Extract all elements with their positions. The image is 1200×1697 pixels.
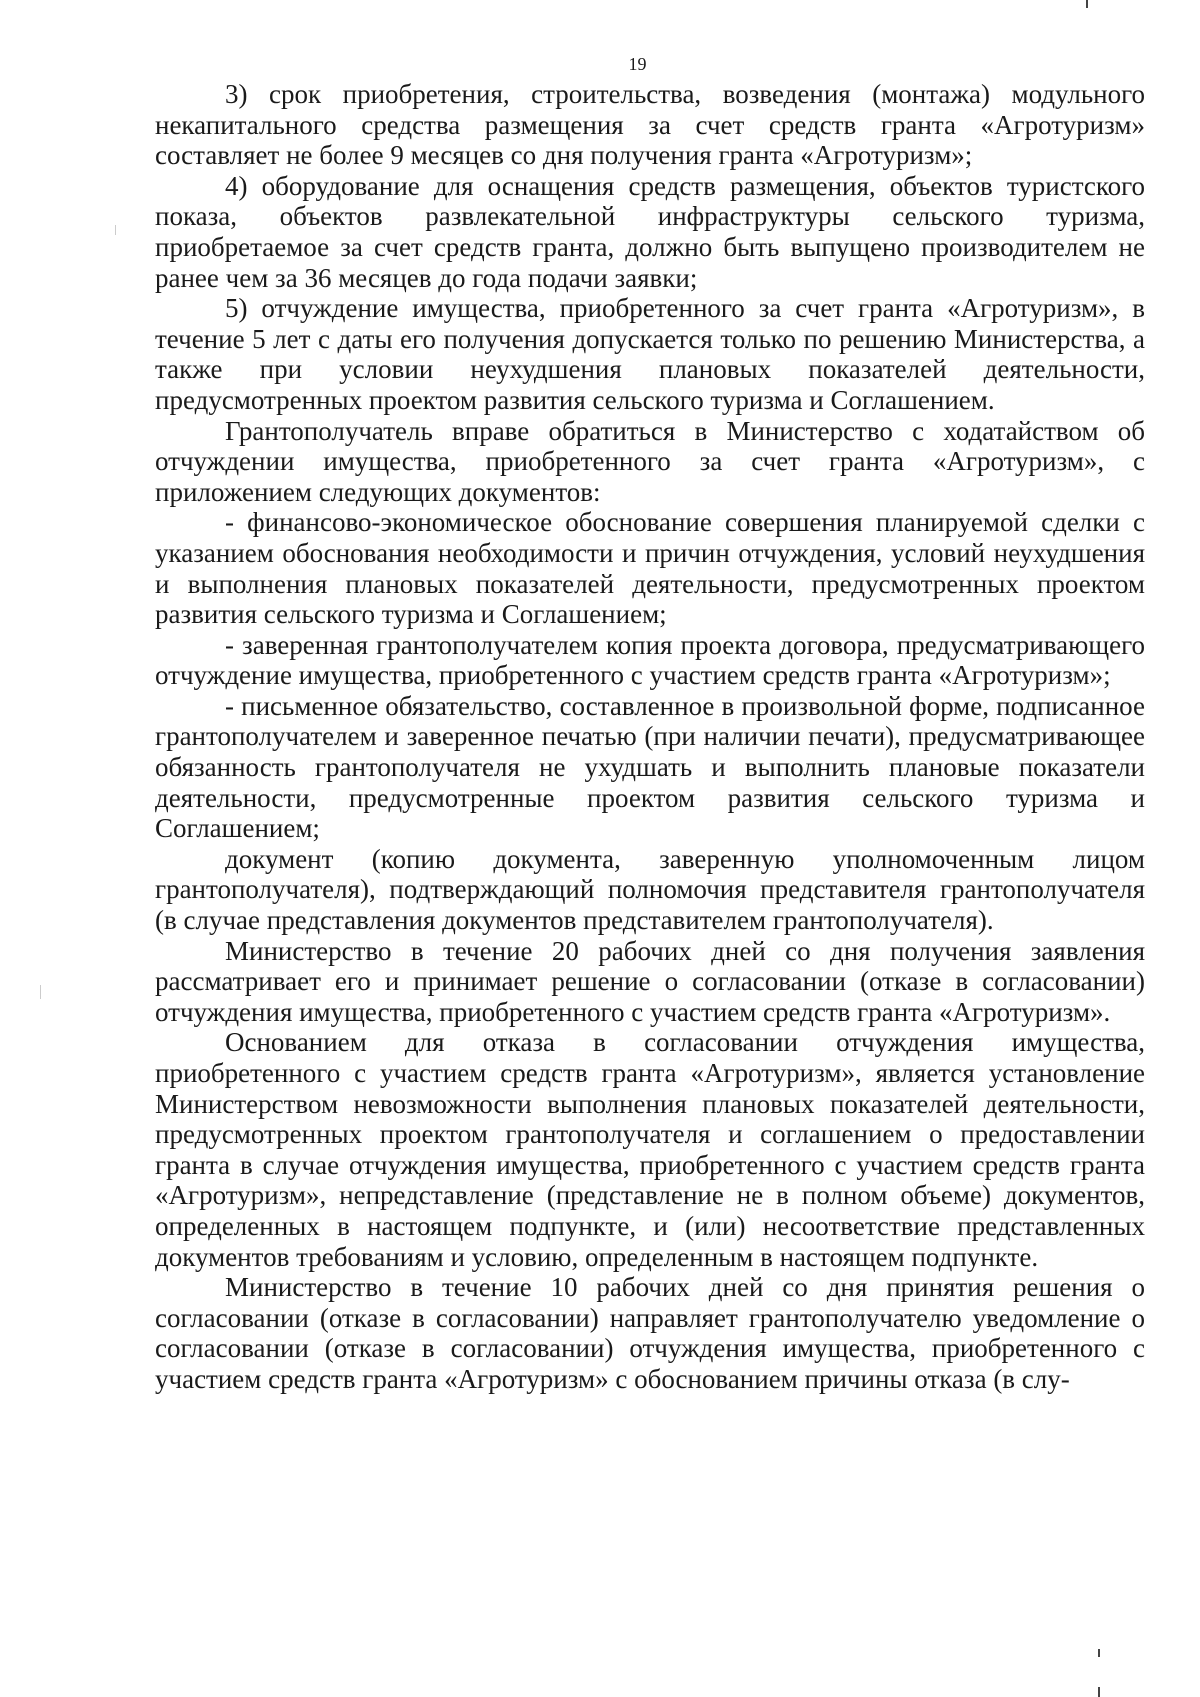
paragraph: документ (копию документа, заверенную уполномоченным лицом грантополучателя), подтверждающий полномочия представителя грантополучателя (в случае представления документов представителем грантополучателя). — [155, 843, 1145, 936]
paragraph: Министерство в течение 20 рабочих дней со дня получения заявления рассматривает его и принимает решение о согласовании (отказе в согласовании) отчуждения имущества, приобретенного с участием средств гранта «Агротуризм». — [155, 935, 1145, 1027]
paragraph: 3) срок приобретения, строительства, возведения (монтажа) модульного некапитального средства размещения за счет средств гранта «Агротуризм» составляет не более 9 месяцев со дня получения гранта «Агротуризм»; — [155, 79, 1145, 171]
scan-artifact-mark — [115, 225, 116, 235]
paragraph: Основанием для отказа в согласовании отчуждения имущества, приобретенного с участием средств гранта «Агротуризм», является установление Министерством невозможности выполнения плановых показателей деятельности, предусмотренных проектом грантополучателя и соглашением о предоставлении гранта в случае отчуждения имущества, приобретенного с участием средств гранта «Агротуризм», непредставление (представление не в полном объеме) документов, определенных в настоящем подпункте, и (или) несоответствие представленных документов требованиям и условию, определенным в настоящем подпункте. — [155, 1027, 1145, 1272]
scan-artifact-mark — [1098, 1687, 1100, 1697]
scan-artifact-mark — [40, 985, 41, 999]
paragraph: Грантополучатель вправе обратиться в Министерство с ходатайством об отчуждении имущества, приобретенного за счет гранта «Агротуризм», с приложением следующих документов: — [155, 415, 1145, 507]
document-body — [155, 79, 1145, 1395]
paragraph: - заверенная грантополучателем копия проекта договора, предусматривающего отчуждение имущества, приобретенного с участием средств гранта «Агротуризм»; — [155, 629, 1145, 691]
page-number: 19 — [628, 54, 647, 74]
paragraph: 5) отчуждение имущества, приобретенного за счет гранта «Агротуризм», в течение 5 лет с даты его получения допускается только по решению Министерства, а также при условии неухудшения плановых показателей деятельности, предусмотренных проектом развития сельского туризма и Соглашением. — [155, 293, 1145, 415]
paragraph: 4) оборудование для оснащения средств размещения, объектов туристского показа, объектов развлекательной инфраструктуры сельского туризма, приобретаемое за счет средств гранта, должно быть выпущено производителем не ранее чем за 36 месяцев до года подачи заявки; — [155, 170, 1145, 293]
scan-artifact-mark — [1098, 1649, 1100, 1657]
scan-artifact-mark — [1086, 0, 1088, 8]
paragraph: Министерство в течение 10 рабочих дней со дня принятия решения о согласовании (отказе в согласовании) направляет грантополучателю уведомление о согласовании (отказе в согласовании) отчуждения имущества, приобретенного с участием средств гранта «Агротуризм» с обоснованием причины отказа (в слу- — [155, 1272, 1145, 1394]
paragraph: - финансово-экономическое обоснование совершения планируемой сделки с указанием обоснования необходимости и причин отчуждения, условий неухудшения и выполнения плановых показателей деятельности, предусмотренных проектом развития сельского туризма и Соглашением; — [155, 507, 1145, 630]
paragraph: - письменное обязательство, составленное в произвольной форме, подписанное грантополучателем и заверенное печатью (при наличии печати), предусматривающее обязанность грантополучателя не ухудшать и выполнить плановые показатели деятельности, предусмотренные проектом развития сельского туризма и Соглашением; — [155, 690, 1145, 844]
